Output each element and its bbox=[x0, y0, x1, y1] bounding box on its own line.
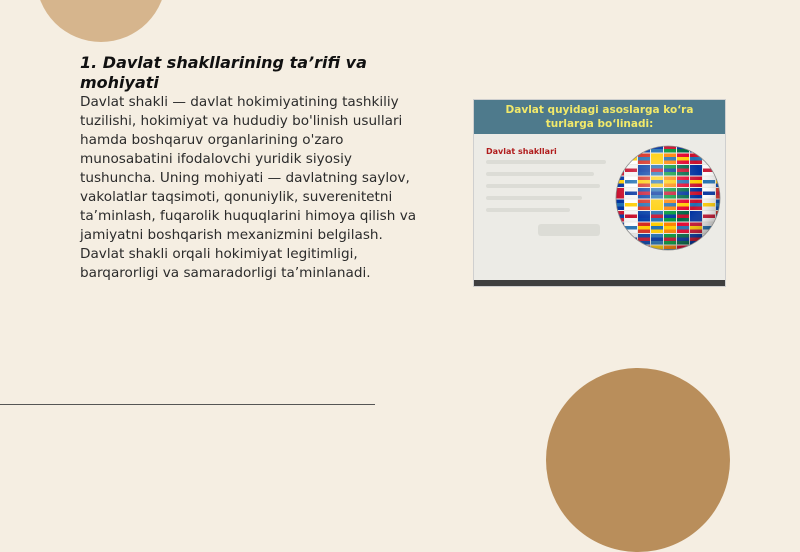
decorative-circle-top bbox=[36, 0, 166, 42]
flag-tile bbox=[612, 142, 624, 153]
flag-tile-stripe bbox=[716, 249, 724, 253]
embedded-slide-image bbox=[474, 100, 725, 286]
flag-tile bbox=[703, 234, 715, 245]
flag-tile-stripe bbox=[703, 146, 715, 150]
flag-tile bbox=[625, 142, 637, 153]
flag-tile bbox=[716, 246, 724, 255]
flag-tile-stripe bbox=[612, 238, 624, 242]
flag-globe-icon bbox=[612, 142, 724, 254]
flag-tile bbox=[612, 246, 624, 255]
flag-tile-stripe bbox=[716, 146, 724, 150]
decorative-circle-bottom bbox=[546, 368, 730, 552]
flag-tile bbox=[638, 246, 650, 255]
embedded-slide-header-line1: Davlat quyidagi asoslarga ko‘ra bbox=[505, 104, 694, 116]
embedded-slide-header bbox=[474, 100, 725, 134]
flag-tile-stripe bbox=[638, 249, 650, 253]
flag-tile bbox=[703, 142, 715, 153]
flag-tile-stripe bbox=[677, 249, 689, 253]
flag-tile-stripe bbox=[612, 226, 624, 230]
flag-tile-stripe bbox=[612, 249, 624, 253]
flag-tile-stripe bbox=[703, 238, 715, 242]
flag-tile-stripe bbox=[612, 169, 624, 173]
embedded-slide-header-line2: turlarga bo‘linadi: bbox=[545, 118, 654, 130]
flag-tile bbox=[703, 246, 715, 255]
flag-tile-stripe bbox=[612, 157, 624, 161]
body-paragraph: Davlat shakli — davlat hokimiyatining tashkiliy tuzilishi, hokimiyat va hududiy bo'linish usullari hamda boshqaruv organlarining o'zaro munosabatini ifodalovchi yuridik siyosiy tushuncha. Uning mohiyati — davlatning saylov, vakolatlar taqsimoti, qonuniylik, suverenitetni ta’minlash, fuqarolik huquqlarini himoya qilish va jamiyatni boshqarish mexanizmini belgilash. Davlat shakli orqali hokimiyat legitimligi, barqarorligi va samaradorligi ta’minlanadi. bbox=[80, 94, 417, 281]
flag-tile-stripe bbox=[716, 226, 724, 230]
embedded-slide-faint-text bbox=[486, 160, 606, 230]
flag-tile-stripe bbox=[716, 169, 724, 173]
flag-tile-stripe bbox=[625, 249, 637, 253]
embedded-slide-faint-button bbox=[538, 224, 600, 236]
flag-tile-stripe bbox=[638, 146, 650, 150]
flag-tile bbox=[716, 234, 724, 245]
horizontal-divider bbox=[0, 404, 375, 405]
flag-tile bbox=[690, 142, 702, 153]
flag-tile bbox=[716, 142, 724, 153]
flag-tile bbox=[625, 246, 637, 255]
embedded-slide-subtitle: Davlat shakllari bbox=[486, 147, 557, 156]
flag-tile bbox=[612, 223, 624, 234]
flag-tile bbox=[716, 165, 724, 176]
flag-tile-stripe bbox=[703, 157, 715, 161]
flag-tile-stripe bbox=[625, 146, 637, 150]
flag-tile-stripe bbox=[690, 249, 702, 253]
slide-title: 1. Davlat shakllarining ta’rifi va mohiyati bbox=[80, 53, 367, 92]
flag-tile-stripe bbox=[703, 249, 715, 253]
flag-tile bbox=[716, 154, 724, 165]
flag-tile-stripe bbox=[716, 157, 724, 161]
flag-tile-stripe bbox=[716, 238, 724, 242]
flag-tile-stripe bbox=[690, 146, 702, 150]
flag-tile bbox=[612, 154, 624, 165]
flag-tile-stripe bbox=[612, 146, 624, 150]
flag-tile bbox=[716, 223, 724, 234]
embedded-slide-footer-bar bbox=[474, 280, 725, 286]
flag-tile bbox=[690, 246, 702, 255]
flag-tile bbox=[612, 234, 624, 245]
